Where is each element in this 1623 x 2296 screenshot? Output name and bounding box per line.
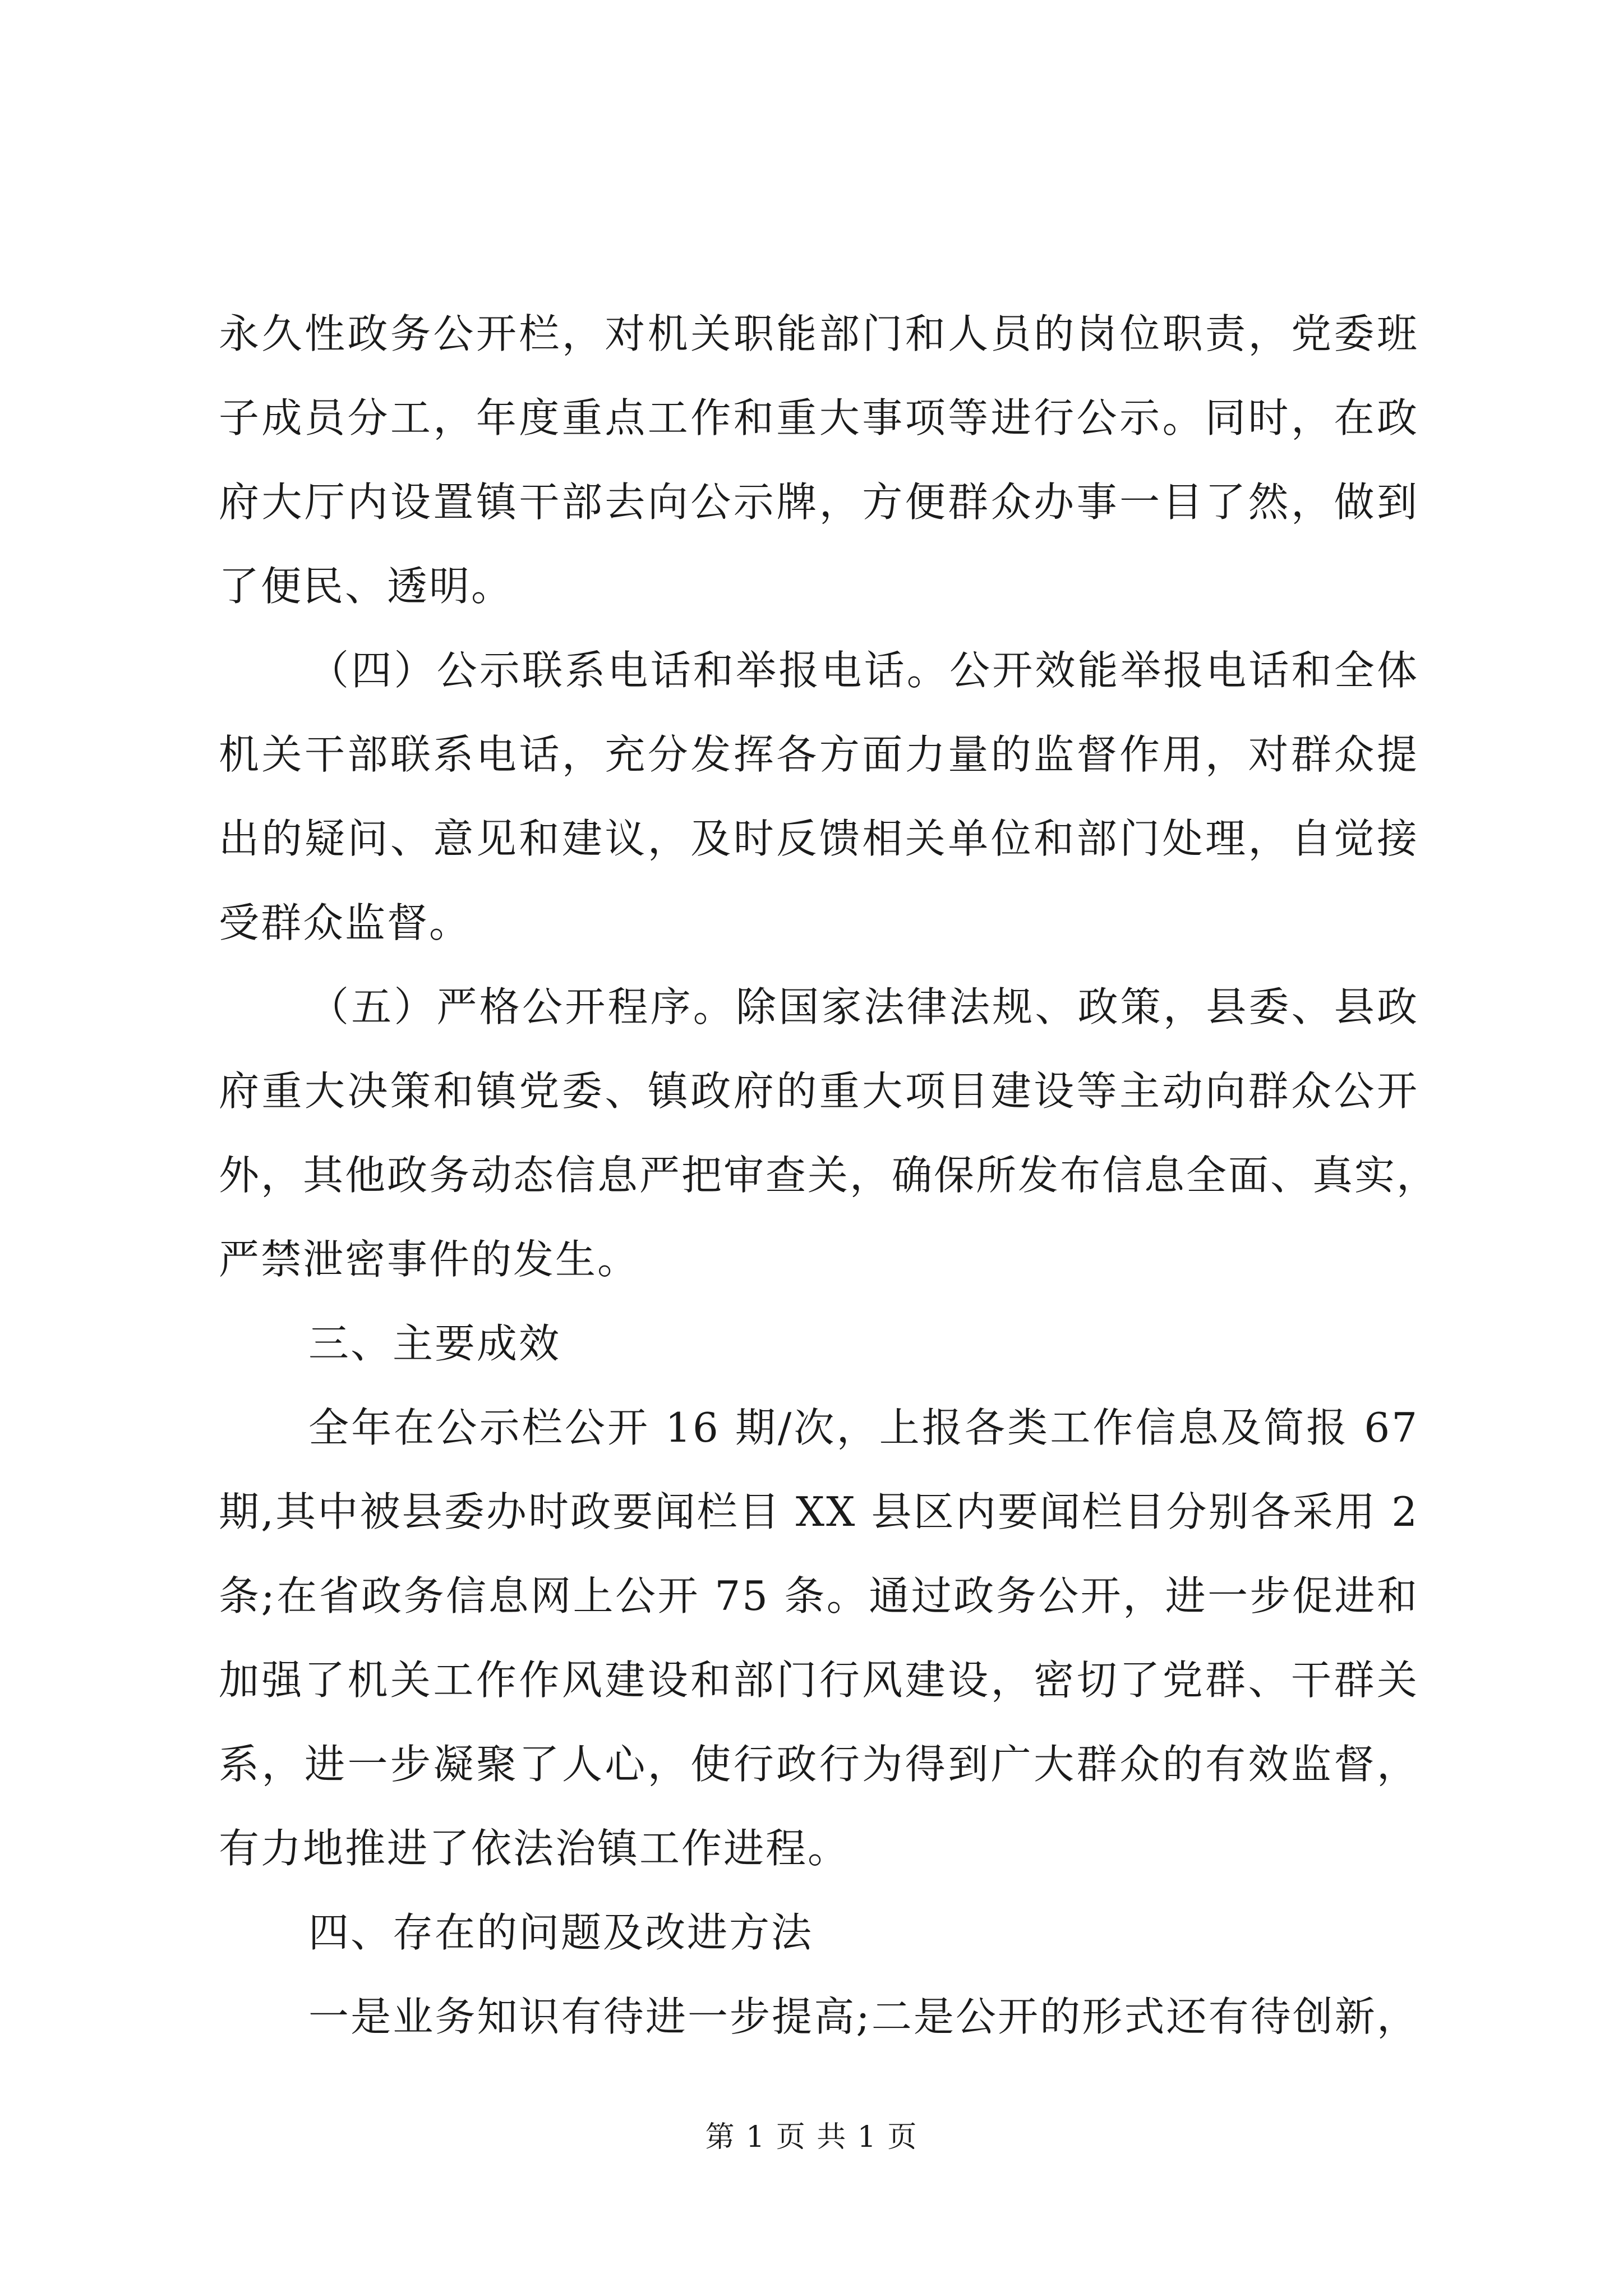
page-footer: 第 1 页 共 1 页 xyxy=(705,2120,918,2154)
text-line: 期,其中被县委办时政要闻栏目 XX 县区内要闻栏目分别各采用 2 xyxy=(219,1488,1419,1535)
text-line: 条;在省政务信息网上公开 75 条。通过政务公开，进一步促进和 xyxy=(219,1572,1419,1619)
text-line: 一是业务知识有待进一步提高;二是公开的形式还有待创新， xyxy=(308,1993,1419,2040)
text-line: 出的疑问、意见和建议，及时反馈相关单位和部门处理，自觉接 xyxy=(219,815,1419,862)
text-line: 外，其他政务动态信息严把审查关，确保所发布信息全面、真实， xyxy=(219,1152,1439,1199)
text-line: 有力地推进了依法治镇工作进程。 xyxy=(219,1825,850,1872)
text-line: 了便民、透明。 xyxy=(219,563,514,610)
text-line: 加强了机关工作作风建设和部门行风建设，密切了党群、干群关 xyxy=(219,1657,1419,1704)
text-line: 全年在公示栏公开 16 期/次，上报各类工作信息及简报 67 xyxy=(308,1404,1419,1451)
paragraph-heading-5: （五）严格公开程序。除国家法律法规、政策，县委、县政 xyxy=(308,983,1419,1030)
section-heading-4: 四、存在的问题及改进方法 xyxy=(308,1909,814,1956)
text-line: 严禁泄密事件的发生。 xyxy=(219,1236,640,1283)
text-line: 府重大决策和镇党委、镇政府的重大项目建设等主动向群众公开 xyxy=(219,1068,1419,1115)
text-line: 永久性政务公开栏，对机关职能部门和人员的岗位职责，党委班 xyxy=(219,310,1419,357)
text-line: 机关干部联系电话，充分发挥各方面力量的监督作用，对群众提 xyxy=(219,731,1419,778)
text-line: 府大厅内设置镇干部去向公示牌，方便群众办事一目了然，做到 xyxy=(219,478,1419,526)
paragraph-heading-4: （四）公示联系电话和举报电话。公开效能举报电话和全体 xyxy=(308,647,1419,694)
text-line: 系，进一步凝聚了人心，使行政行为得到广大群众的有效监督， xyxy=(219,1741,1419,1788)
text-line: 子成员分工，年度重点工作和重大事项等进行公示。同时，在政 xyxy=(219,394,1419,441)
text-line: 受群众监督。 xyxy=(219,899,472,946)
section-heading-3: 三、主要成效 xyxy=(308,1320,561,1367)
